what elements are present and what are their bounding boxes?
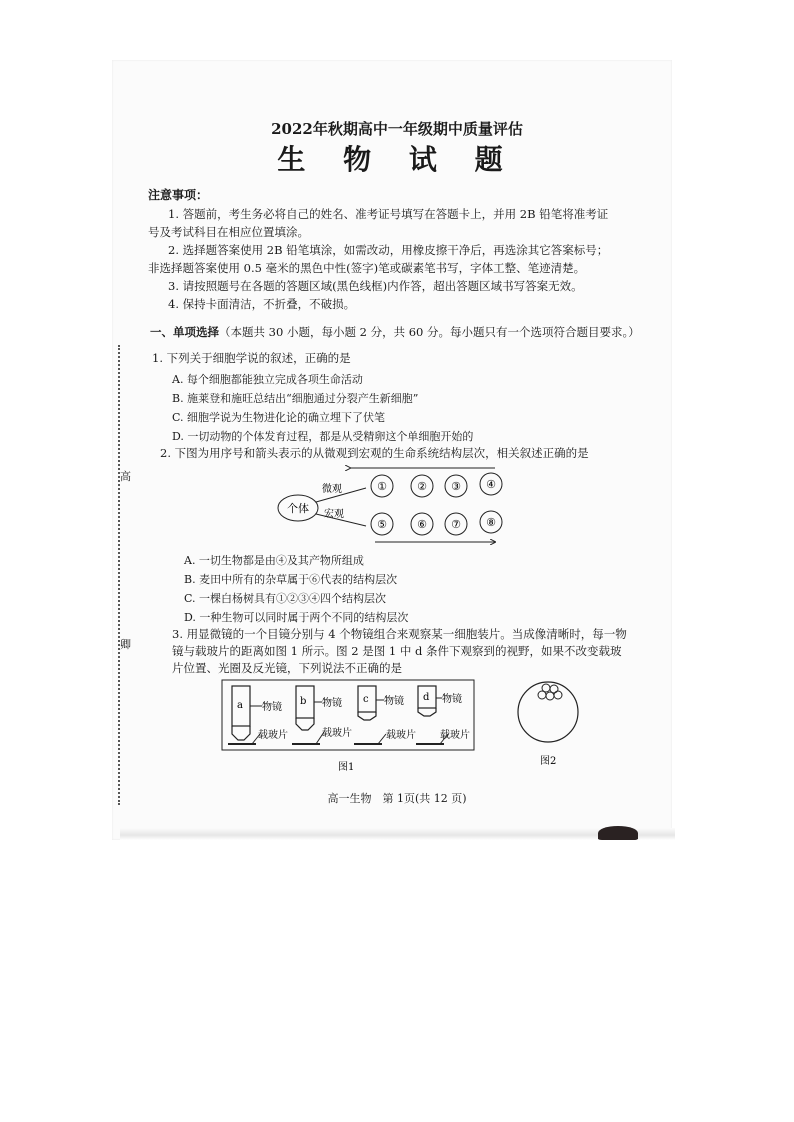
cell (538, 691, 546, 699)
notice-item-3: 3. 请按照题号在各题的答题区域(黑色线框)内作答，超出答题区域书写答案无效。 (168, 279, 583, 293)
slide-label-a: 载玻片 (258, 730, 288, 741)
individual-label: 个体 (287, 502, 309, 515)
q3-stem-line3: 片位置、光圈及反光镜，下列说法不正确的是 (172, 661, 402, 675)
macro-label: 宏观 (324, 509, 344, 520)
objective-label-b: 物镜 (322, 698, 342, 709)
cell (546, 692, 554, 700)
level-label-7: ⑦ (451, 518, 461, 531)
objective-label-a: 物镜 (262, 702, 282, 713)
q2-stem: 2. 下图为用序号和箭头表示的从微观到宏观的生命系统结构层次，相关叙述正确的是 (160, 446, 589, 460)
slide-label-c: 载玻片 (386, 730, 416, 741)
section-description: （本题共 30 小题，每小题 2 分，共 60 分。每小题只有一个选项符合题目要求。） (219, 325, 640, 339)
level-label-1: ① (377, 480, 387, 493)
notice-item-1-cont: 号及考试科目在相应位置填涂。 (148, 225, 309, 239)
notice-heading: 注意事项： (148, 188, 209, 202)
lens-label-a: a (237, 700, 243, 711)
q1-option-d: D. 一切动物的个体发育过程，都是从受精卵这个单细胞开始的 (172, 430, 474, 443)
q1-option-a: A. 每个细胞都能独立完成各项生命活动 (172, 373, 363, 386)
section-title: 一、单项选择 (150, 325, 219, 339)
section-heading (150, 324, 640, 340)
slide-label-d: 载玻片 (440, 730, 470, 741)
level-label-6: ⑥ (417, 518, 427, 531)
q1-stem: 1. 下列关于细胞学说的叙述，正确的是 (152, 351, 351, 365)
slide-label-b: 载玻片 (322, 728, 352, 739)
q2-option-b: B. 麦田中所有的杂草属于⑥代表的结构层次 (184, 573, 398, 586)
q1-option-c: C. 细胞学说为生物进化论的确立埋下了伏笔 (172, 411, 386, 424)
notice-item-1: 1. 答题前，考生务必将自己的姓名、准考证号填写在答题卡上，并用 2B 铅笔将准考证 (168, 207, 609, 221)
level-label-2: ② (417, 480, 427, 493)
life-system-levels-diagram (270, 462, 510, 554)
objective-b (292, 686, 352, 744)
page-bottom-edge (120, 828, 675, 840)
level-label-8: ⑧ (486, 516, 496, 529)
q2-option-d: D. 一种生物可以同时属于两个不同的结构层次 (184, 611, 409, 624)
objective-label-c: 物镜 (384, 696, 404, 707)
lens-label-c: c (363, 694, 369, 705)
q3-stem-line2: 镜与载玻片的距离如图 1 所示。图 2 是图 1 中 d 条件下观察到的视野，如果不改变载玻 (172, 644, 622, 658)
scan-shadow (598, 826, 638, 840)
notice-item-4: 4. 保持卡面清洁，不折叠，不破损。 (168, 297, 356, 311)
q3-stem-line1: 3. 用显微镜的一个目镜分别与 4 个物镜组合来观察某一细胞装片。当成像清晰时，每一物 (172, 627, 627, 641)
figure2-caption: 图2 (540, 756, 557, 767)
binding-dotted-line (118, 345, 120, 805)
field-of-view (518, 682, 578, 742)
binding-mark-qing: 卿 (120, 638, 131, 651)
objective-a (228, 686, 288, 744)
q2-option-a: A. 一切生物都是由④及其产物所组成 (184, 554, 364, 567)
cell (554, 691, 562, 699)
page-footer: 高一生物 第 1页(共 12 页) (327, 792, 467, 805)
exam-title: 2022年秋期高中一年级期中质量评估 (271, 120, 523, 138)
objective-c (354, 686, 416, 744)
figure1-caption: 图1 (338, 762, 355, 773)
notice-item-2: 2. 选择题答案使用 2B 铅笔填涂，如需改动，用橡皮擦干净后，再选涂其它答案标号； (168, 243, 609, 257)
lens-label-d: d (423, 692, 430, 703)
level-label-3: ③ (451, 480, 461, 493)
microscope-figures (218, 672, 618, 782)
objective-label-d: 物镜 (442, 694, 462, 705)
level-label-5: ⑤ (377, 518, 387, 531)
binding-mark-gao: 高 (120, 470, 131, 483)
notice-item-2-cont: 非选择题答案使用 0.5 毫米的黑色中性(签字)笔或碳素笔书写，字体工整、笔迹清楚。 (148, 261, 586, 275)
subject-title: 生 物 试 题 (277, 143, 517, 176)
q1-option-b: B. 施莱登和施旺总结出“细胞通过分裂产生新细胞” (172, 392, 419, 405)
micro-label: 微观 (322, 484, 342, 495)
q2-option-c: C. 一棵白杨树具有①②③④四个结构层次 (184, 592, 387, 605)
objective-d (416, 686, 470, 744)
lens-label-b: b (300, 696, 307, 707)
level-label-4: ④ (486, 478, 496, 491)
